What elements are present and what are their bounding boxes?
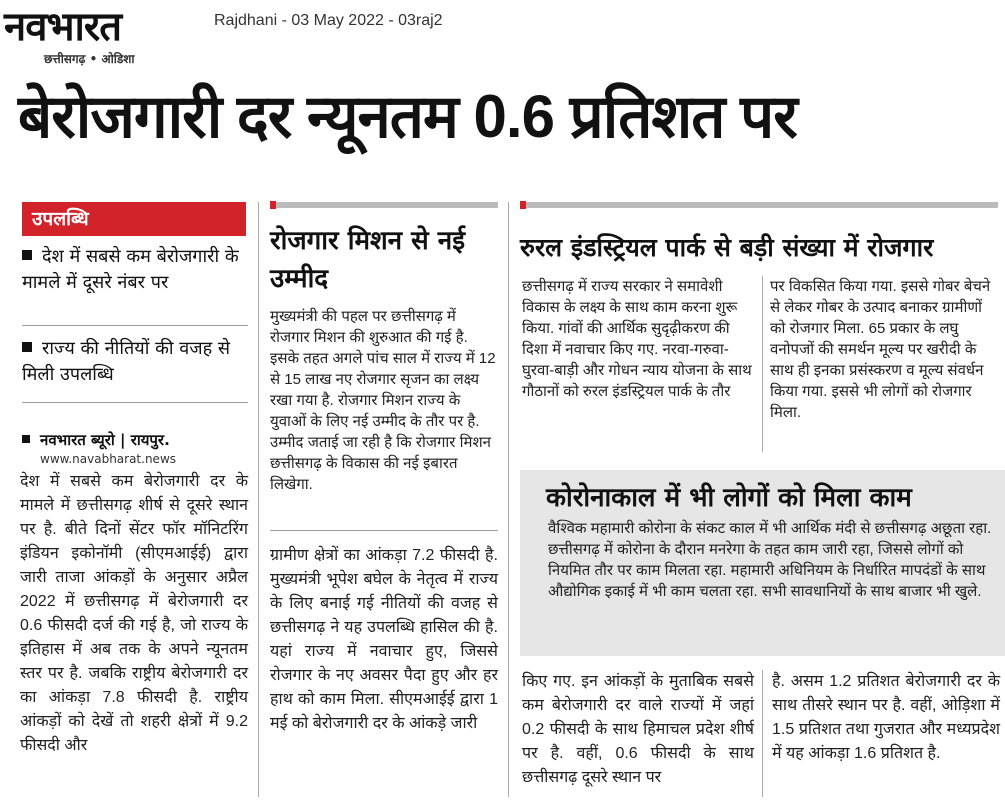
rural-park-text-right: पर विकसित किया गया. इससे गोबर बेचने से लेकर गोबर के उत्पाद बनाकर ग्रामीणों को रोजगार मिला. 65 प्रकार के लघु वनोपजों की समर्थन मूल्य पर खरीदी के साथ ही इनका प्रसंस्करण व मूल्य संवर्धन किया गया. इससे भी लोगों को रोजगार मिला. <box>770 278 991 421</box>
red-marker <box>520 201 526 209</box>
article-body-column-4: है. असम 1.2 प्रतिशत बेरोजगारी दर के साथ तीसरे स्थान पर है. वहीं, ओड़िशा में 1.5 प्रतिशत तथा गुजरात और मध्यप्रदेश में यह आंकड़ा 1.6 प्रतिशत है. <box>772 673 1000 762</box>
divider <box>270 530 498 531</box>
byline: नवभारत ब्यूरो | रायपुर. <box>22 430 170 450</box>
article-body-column-2: ग्रामीण क्षेत्रों का आंकड़ा 7.2 फीसदी है. मुख्यमंत्री भूपेश बघेल के नेतृत्व में राज्य के लिए बनाई गई नीतियों की वजह से छत्तीसगढ़ ने यह उपलब्धि हासिल की है. यहां राज्य में नवाचार हुए, जिससे रोजगार के नए अवसर पैदा हुए और हर हाथ को काम मिला. सीएमआईई द्वारा 1 मई को बेरोजगारी दर के आंकड़े जारी <box>270 547 498 732</box>
article-body-column-3: किए गए. इन आंकड़ों के मुताबिक सबसे कम बेरोजगारी दर वाले राज्यों में जहां 0.2 फीसदी के साथ हिमाचल प्रदेश शीर्ष पर है. वहीं, 0.6 फीसदी के साथ छत्तीसगढ़ दूसरे स्थान पर <box>522 673 754 786</box>
red-marker <box>270 201 276 209</box>
highlight-item <box>22 244 250 296</box>
edition-info: Rajdhani - 03 May 2022 - 03raj2 <box>214 12 443 29</box>
column-divider <box>508 202 509 797</box>
highlight-item <box>22 336 250 388</box>
highlights-label: उपलब्धि <box>22 202 246 236</box>
highlight-text: देश में सबसे कम बेरोजगारी के मामले में दूसरे नंबर पर <box>22 246 239 293</box>
column-divider <box>762 276 763 452</box>
corona-heading: कोरोनाकाल में भी लोगों को मिला काम <box>546 483 912 513</box>
byline-city: रायपुर. <box>130 431 170 449</box>
corona-text: वैश्विक महामारी कोरोना के संकट काल में भी आर्थिक मंदी से छत्तीसगढ़ अछूता रहा. छत्तीसगढ़ में कोरोना के दौरान मनरेगा के तहत काम जारी रहा, जिससे लोगों को नियमित तौर पर काम मिलता रहा. महामारी अधिनियम के निर्धारित मापदंडों के साथ औद्योगिक इकाई में भी काम चलता रहा. सभी सावधानियों के साथ बाजार भी खुले. <box>548 520 992 600</box>
mission-heading: रोजगार मिशन से नई उम्मीद <box>270 226 465 294</box>
bullet-icon <box>22 435 30 443</box>
bullet-icon <box>22 342 32 352</box>
website-url: www.navabharat.news <box>40 452 177 466</box>
column-rule <box>520 202 998 208</box>
column-divider <box>258 202 259 797</box>
divider <box>22 402 248 403</box>
column-rule <box>270 202 498 208</box>
rural-park-text-left: छत्तीसगढ़ में राज्य सरकार ने समावेशी विकास के लक्ष्य के साथ काम करना शुरू किया. गांवों की आर्थिक सुदृढ़ीकरण की दिशा में नवाचार किए गए. नरवा-गरुवा-घुरवा-बाड़ी और गोधन न्याय योजना के साथ गौठानों को रुरल इंडस्ट्रियल पार्क के तौर <box>522 278 752 400</box>
highlight-text: राज्य की नीतियों की वजह से मिली उपलब्धि <box>22 338 231 385</box>
bullet-icon <box>22 250 32 260</box>
masthead-subtitle: छत्तीसगढ़ • ओडिशा <box>44 52 135 66</box>
column-divider <box>762 670 763 797</box>
rural-park-heading: रुरल इंडस्ट्रियल पार्क से बड़ी संख्या में रोजगार <box>520 233 934 262</box>
masthead <box>4 3 194 68</box>
article-body-column-1: देश में सबसे कम बेरोजगारी दर के मामले में छत्तीसगढ़ शीर्ष से दूसरे स्थान पर है. बीते दिनों सेंटर फॉर मॉनिटरिंग इंडियन इकोनॉमी (सीएमआईई) द्वारा जारी ताजा आंकड़ों के अनुसार अप्रैल 2022 में छत्तीसगढ़ में बेरोजगारी दर 0.6 फीसदी दर्ज की गई है, जो राज्य के इतिहास में अब तक के अपने न्यूनतम स्तर पर है. जबकि राष्ट्रीय बेरोजगारी दर का आंकड़ा 7.8 फीसदी है. राष्ट्रीय आंकड़ों को देखें तो शहरी क्षेत्रों में 9.2 फीसदी और <box>20 473 248 754</box>
main-headline: बेरोजगारी दर न्यूनतम 0.6 प्रतिशत पर <box>18 83 797 150</box>
mission-summary: मुख्यमंत्री की पहल पर छत्तीसगढ़ में रोजगार मिशन की शुरुआत की गई है. इसके तहत अगले पांच साल में राज्य में 12 से 15 लाख नए रोजगार सृजन का लक्ष्य रखा गया है. रोजगार मिशन राज्य के युवाओं के लिए नई उम्मीद के तौर पर है. उम्मीद जताई जा रही है कि रोजगार मिशन छत्तीसगढ़ के विकास की नई इबारत लिखेगा. <box>270 308 496 493</box>
byline-bureau: नवभारत ब्यूरो <box>40 431 115 449</box>
newspaper-logo: नवभारत <box>4 3 122 50</box>
divider <box>22 325 248 326</box>
